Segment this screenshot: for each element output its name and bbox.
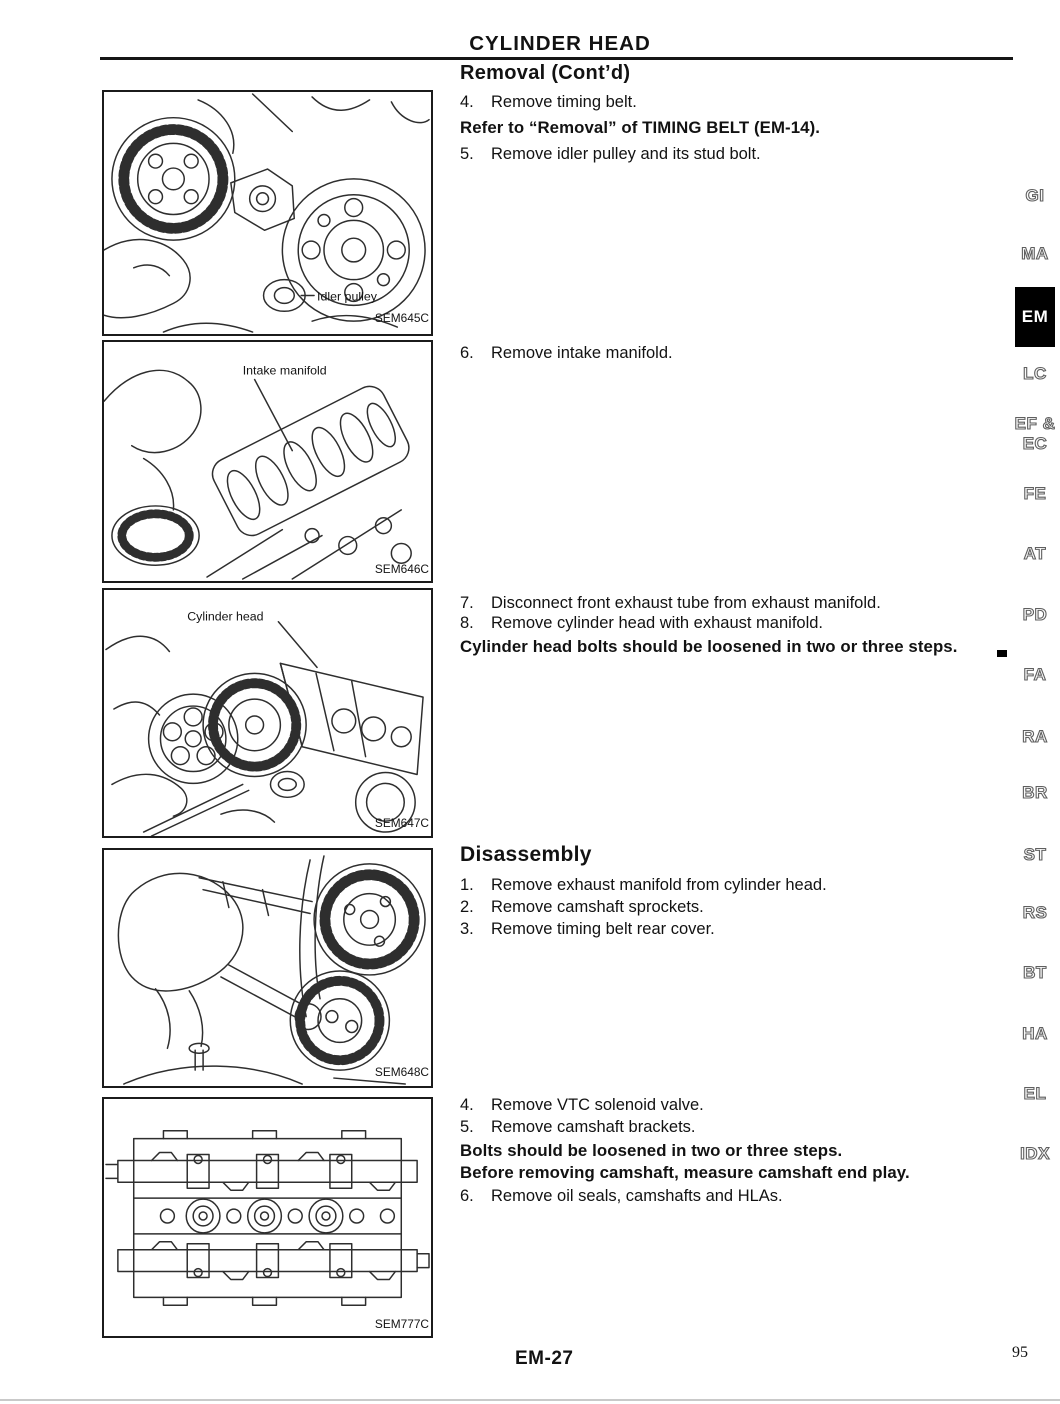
sprocket-wrench-illustration	[104, 850, 431, 1086]
figure-camshaft-sprockets	[102, 848, 433, 1088]
figure-code: SEM646C	[374, 562, 430, 577]
step-number: 2.	[460, 898, 474, 916]
sidebar-tab-ra: RA	[1022, 727, 1048, 746]
step-text: Remove exhaust manifold from cylinder head.	[491, 876, 827, 894]
step-text: Remove camshaft brackets.	[491, 1118, 696, 1136]
disassembly-heading: Disassembly	[460, 843, 592, 866]
sidebar-tab-fe: FE	[1023, 484, 1047, 503]
removal-step-7	[460, 594, 881, 613]
disassembly-endplay-note: Before removing camshaft, measure camshaft end play.	[460, 1163, 910, 1182]
step-text: Remove oil seals, camshafts and HLAs.	[491, 1187, 783, 1205]
step-text: Remove timing belt rear cover.	[491, 920, 715, 938]
disassembly-step-4	[460, 1096, 704, 1115]
removal-step-6	[460, 344, 673, 363]
sidebar-tab-em-active	[1015, 287, 1055, 347]
step-number: 5.	[460, 145, 474, 163]
sidebar-tab-lc: LC	[1023, 364, 1047, 383]
step-number: 7.	[460, 594, 474, 612]
step-text: Remove camshaft sprockets.	[491, 898, 704, 916]
disassembly-step-1	[460, 876, 827, 895]
step-number: 4.	[460, 93, 474, 111]
removal-bolts-note: Cylinder head bolts should be loosened in two or three steps.	[460, 637, 958, 656]
step-number: 6.	[460, 344, 474, 362]
sidebar-tab-ef-ec	[1008, 414, 1060, 454]
sidebar-tab-pd: PD	[1022, 605, 1048, 624]
disassembly-step-5	[460, 1118, 696, 1137]
removal-heading: Removal (Cont’d)	[460, 62, 631, 84]
step-number: 3.	[460, 920, 474, 938]
step-number: 1.	[460, 876, 474, 894]
step-text: Remove intake manifold.	[491, 344, 673, 362]
sidebar-tab-ec-line2: EC	[1022, 434, 1048, 453]
removal-step-8	[460, 614, 823, 633]
sidebar-tab-st: ST	[1023, 845, 1047, 864]
page-title: CYLINDER HEAD	[469, 32, 651, 55]
removal-step-5	[460, 145, 761, 164]
disassembly-bolts-note: Bolts should be loosened in two or three steps.	[460, 1141, 843, 1160]
sidebar-tab-gi: GI	[1025, 186, 1045, 205]
figure-code: SEM647C	[374, 816, 430, 831]
timing-pulleys-illustration	[104, 92, 431, 334]
step-text: Disconnect front exhaust tube from exhaust manifold.	[491, 594, 881, 612]
sidebar-tab-rs: RS	[1022, 903, 1048, 922]
sidebar-tab-bt: BT	[1023, 963, 1047, 982]
step-number: 8.	[460, 614, 474, 632]
removal-step-4	[460, 93, 637, 112]
step-text: Remove idler pulley and its stud bolt.	[491, 145, 761, 163]
intake-manifold-illustration	[104, 342, 431, 581]
sidebar-tab-fa: FA	[1023, 665, 1047, 684]
figure-idler-pulley	[102, 90, 433, 336]
step-text: Remove cylinder head with exhaust manifold.	[491, 614, 824, 632]
disassembly-step-3	[460, 920, 715, 939]
sidebar-tab-ma: MA	[1021, 244, 1049, 263]
sidebar-tab-ef-line1: EF &	[1014, 414, 1056, 433]
step-text: Remove VTC solenoid valve.	[491, 1096, 704, 1114]
step-text: Remove timing belt.	[491, 93, 637, 111]
figure-code: SEM777C	[374, 1317, 430, 1332]
sidebar-tab-el: EL	[1023, 1084, 1047, 1103]
cylinder-head-illustration	[104, 590, 431, 836]
figure-label: Idler pulley	[317, 289, 377, 304]
camshafts-top-view-illustration	[104, 1099, 431, 1336]
figure-code: SEM648C	[374, 1065, 430, 1080]
figure-intake-manifold	[102, 340, 433, 583]
sidebar-tab-em-label: EM	[1021, 307, 1049, 326]
footer-page-code: EM-27	[515, 1348, 574, 1369]
disassembly-step-6	[460, 1187, 783, 1206]
figure-label: Cylinder head	[187, 609, 264, 624]
step-number: 4.	[460, 1096, 474, 1114]
removal-refer-note: Refer to “Removal” of TIMING BELT (EM-14).	[460, 118, 821, 137]
sidebar-tab-at: AT	[1023, 544, 1047, 563]
disassembly-step-2	[460, 898, 704, 917]
footer-page-number: 95	[1012, 1344, 1028, 1361]
figure-camshafts-top-view	[102, 1097, 433, 1338]
sidebar-tab-br: BR	[1022, 783, 1048, 802]
scan-mark	[997, 650, 1007, 657]
sidebar-tab-ha: HA	[1022, 1024, 1048, 1043]
figure-code: SEM645C	[374, 311, 430, 326]
step-number: 6.	[460, 1187, 474, 1205]
figure-cylinder-head	[102, 588, 433, 838]
sidebar-tab-idx: IDX	[1020, 1144, 1050, 1163]
page-bottom-edge	[0, 1399, 1060, 1401]
step-number: 5.	[460, 1118, 474, 1136]
header-rule	[100, 57, 1013, 60]
figure-label: Intake manifold	[242, 363, 327, 378]
